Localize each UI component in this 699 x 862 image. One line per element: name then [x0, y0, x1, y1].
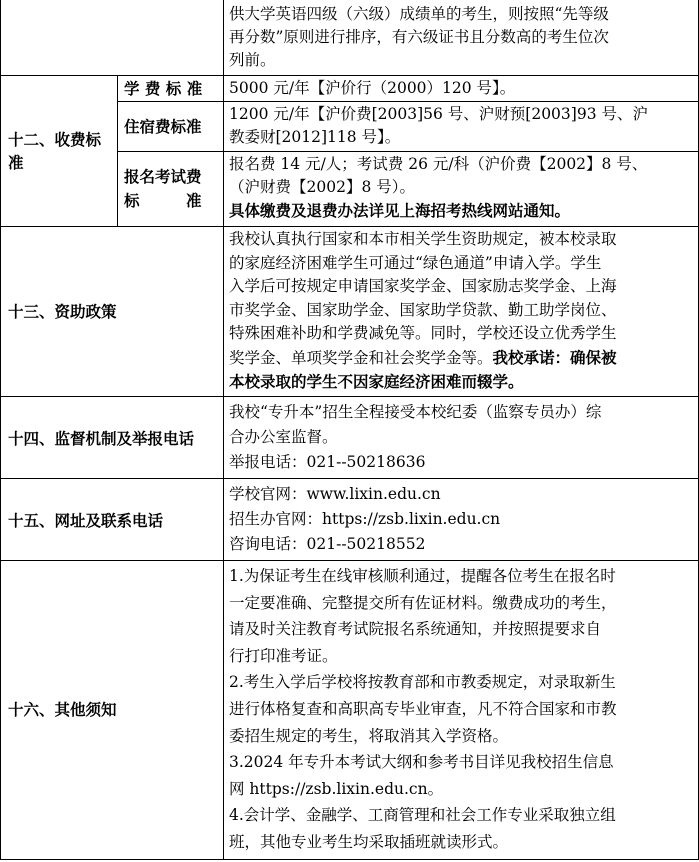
tuition-label: 学 费 标 准: [124, 79, 203, 98]
refund-notice: 具体缴费及退费办法详见上海招考热线网站通知。: [229, 201, 571, 220]
supervision-text: 合办公室监督。: [229, 428, 338, 446]
report-phone: 举报电话：021--50218636: [229, 453, 426, 471]
ranking-text-line: 供大学英语四级（六级）成绩单的考生，则按照“先等级: [229, 5, 609, 23]
aid-text-line: 特殊困难补助和学费减免等。同时，学校还设立优秀学生: [229, 324, 617, 342]
row-title-contact: 十五、网址及联系电话: [8, 511, 164, 530]
aid-text-line: 市奖学金、国家助学金、国家助学贷款、勤工助学岗位、: [229, 300, 617, 319]
school-website: 学校官网：www.lixin.edu.cn: [229, 485, 441, 503]
table-border: [0, 75, 699, 76]
admission-website: 招生办官网：https://zsb.lixin.edu.cn: [229, 510, 501, 528]
aid-text-line: 的家庭经济困难学生可通过“绿色通道”申请入学。学生: [229, 253, 602, 272]
note-line: 2.考生入学后学校将按教育部和市教委规定，对录取新生: [229, 673, 616, 692]
lodging-value: 1200 元/年【沪价费[2003]56 号、沪财预[2003]93 号、沪: [229, 105, 648, 123]
row-title-financial-aid: 十三、资助政策: [8, 302, 117, 321]
note-line: 1.为保证考生在线审核顺利通过，提醒各位考生在报名时: [229, 567, 616, 585]
row-title-fees: 准: [8, 153, 24, 172]
table-border: [0, 396, 699, 397]
lodging-value: 教委财[2012]118 号】。: [229, 128, 401, 146]
lodging-label: 住宿费标准: [124, 117, 202, 136]
table-border: [0, 226, 699, 227]
table-border: [0, 859, 699, 860]
aid-text-line: 奖学金、单项奖学金和社会奖学金等。: [229, 348, 493, 367]
aid-promise: 我校承诺：确保被: [492, 347, 617, 367]
row-title-supervision: 十四、监督机制及举报电话: [8, 429, 195, 448]
consult-phone: 咨询电话：021--50218552: [229, 535, 426, 553]
supervision-text: 我校“专升本”招生全程接受本校纪委（监察专员办）综: [229, 403, 602, 421]
row-title-fees: 十二、收费标: [8, 130, 102, 149]
note-line: 网 https://zsb.lixin.edu.cn。: [229, 779, 444, 798]
aid-text-line: 入学后可按规定申请国家奖学金、国家励志奖学金、上海: [229, 277, 617, 295]
ranking-text-line: 列前。: [229, 51, 276, 69]
table-border: [117, 75, 118, 226]
note-line: 3.2024 年专升本考试大纲和参考书目详见我校招生信息: [229, 753, 614, 772]
table-border: [223, 0, 224, 860]
exam-fee-label: 报名考试费: [124, 167, 202, 186]
exam-fee-label: 标 准: [124, 191, 202, 210]
aid-text-line: 我校认真执行国家和本市相关学生资助规定，被本校录取: [229, 230, 617, 248]
table-border: [117, 101, 699, 102]
note-line: 一定要准确、完整提交所有佐证材料。缴费成功的考生，: [229, 593, 617, 612]
exam-fee-value: 报名费 14 元/人；考试费 26 元/科（沪价费【2002】8 号、: [229, 155, 648, 173]
table-border: [117, 151, 699, 152]
table-border: [0, 0, 1, 860]
aid-promise: 本校录取的学生不因家庭经济困难而辍学。: [229, 372, 524, 391]
note-line: 4.会计学、金融学、工商管理和社会工作专业采取独立组: [229, 806, 616, 825]
note-line: 班，其他专业考生均采取插班就读形式。: [229, 832, 509, 851]
note-line: 行打印准考证。: [229, 646, 338, 665]
exam-fee-value: （沪财费【2002】8 号）。: [229, 178, 415, 196]
row-title-other-notes: 十六、其他须知: [8, 700, 117, 719]
note-line: 委招生规定的考生，将取消其入学资格。: [229, 726, 509, 745]
ranking-text-line: 再分数”原则进行排序，有六级证书且分数高的考生位次: [229, 28, 609, 46]
table-border: [0, 560, 699, 561]
note-line: 进行体格复查和高职高专毕业审查，凡不符合国家和市教: [229, 699, 617, 718]
note-line: 请及时关注教育考试院报名系统通知，并按照提要求自: [229, 620, 602, 639]
table-border: [0, 478, 699, 479]
tuition-value: 5000 元/年【沪价行（2000）120 号】。: [229, 79, 516, 97]
